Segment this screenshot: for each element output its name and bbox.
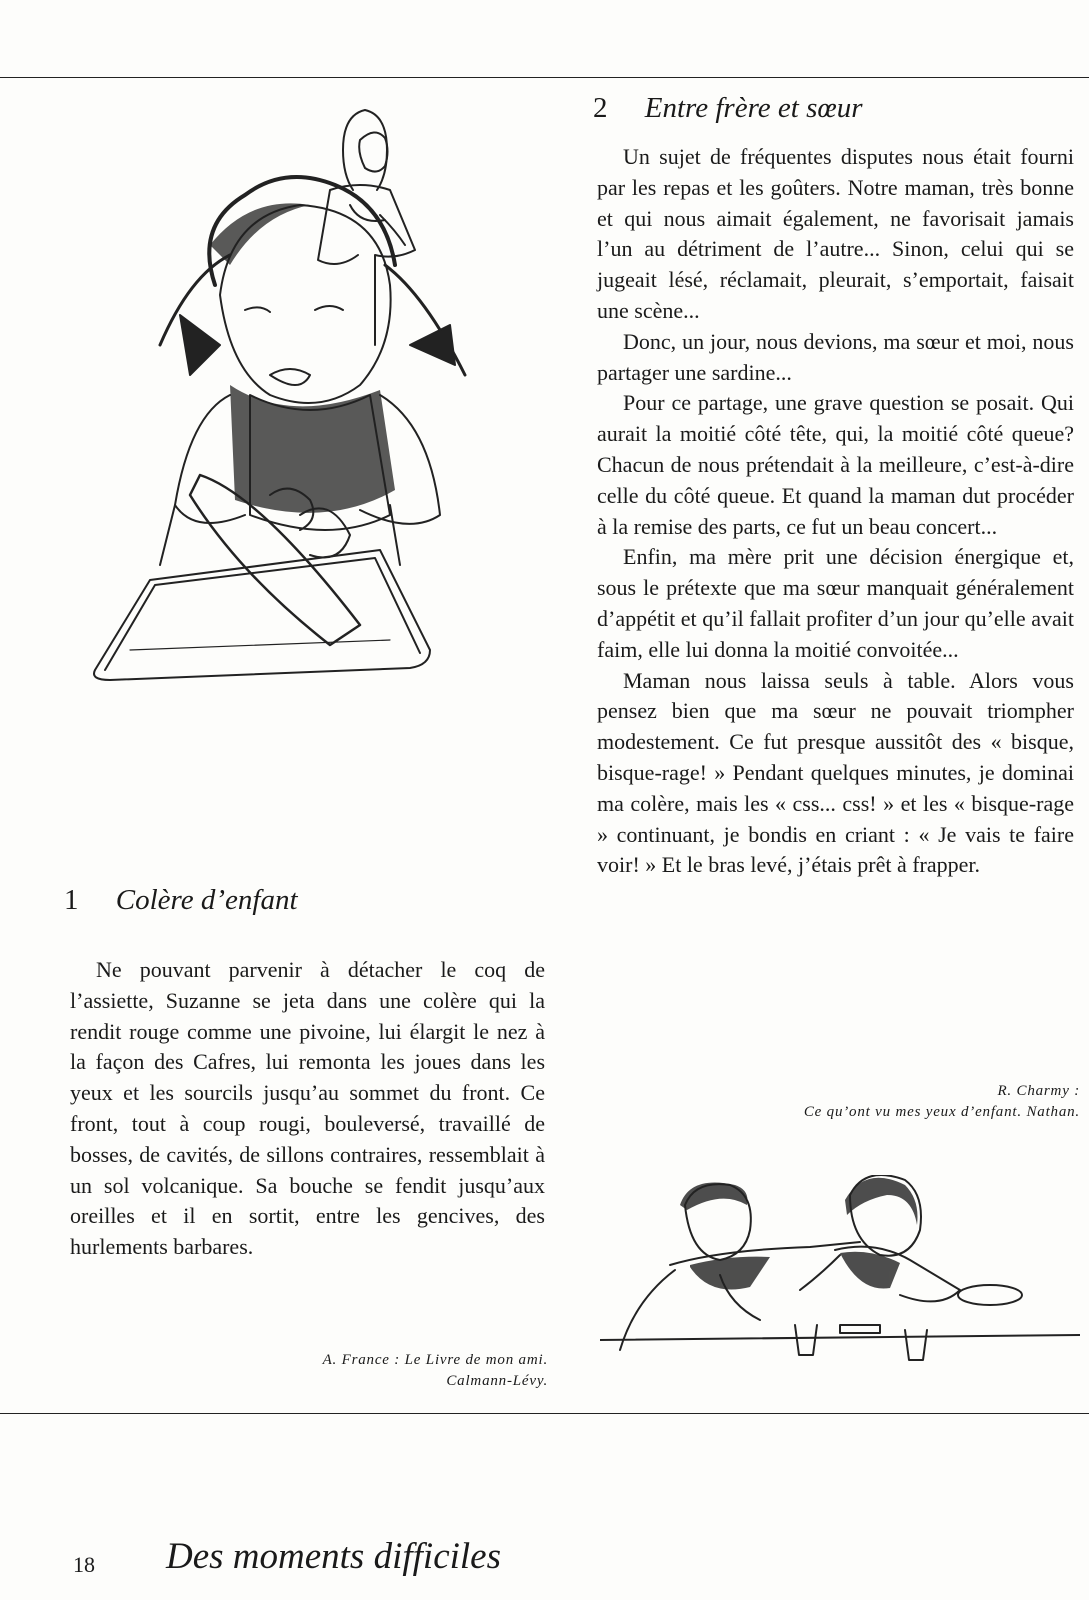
illustration-crying-girl — [80, 95, 520, 745]
page-number: 18 — [73, 1552, 95, 1577]
section1-source-line2: Calmann-Lévy. — [446, 1373, 548, 1389]
section2-source — [640, 1081, 1080, 1123]
section1-text — [70, 955, 545, 1263]
section2-paragraph: Maman nous laissa seuls à table. Alors vous pensez bien que ma sœur ne pouvait triompher modestement. Ce fut presque aussitôt des « bisque, bisque-rage! » Pendant quelques minutes, je dominai ma colère, mais les « css... css! » et les « bisque-rage » continuant, je bondis en criant : « Je vais te faire voir! » Et le bras levé, j’étais prêt à frapper. — [597, 667, 1074, 878]
section2-source-line1: R. Charmy : — [997, 1083, 1080, 1099]
section2-heading — [593, 92, 863, 125]
section2-paragraph: Un sujet de fréquentes disputes nous était fourni par les repas et les goûters. Notre maman, très bonne et qui nous aimait également, ne favorisait jamais l’un au détriment de l’autre... Sinon, celui qui se jugeait lésé, réclamait, pleurait, s’emportait, faisait une scène... — [597, 144, 1074, 323]
section2-title: Entre frère et sœur — [644, 92, 863, 124]
section2-source-line2: Ce qu’ont vu mes yeux d’enfant. Nathan. — [803, 1104, 1080, 1120]
illustration-siblings-at-table — [600, 1175, 1080, 1375]
chapter-title: Des moments difficiles — [166, 1536, 502, 1577]
section1-source — [180, 1350, 548, 1392]
section1-source-line1: A. France : Le Livre de mon ami. — [322, 1352, 548, 1368]
section1-paragraph: Ne pouvant parvenir à détacher le coq de l’assiette, Suzanne se jeta dans une colère qui la rendit rouge comme une pivoine, lui élargit le nez à la façon des Cafres, lui remonta les joues dans les yeux et les sourcils jusqu’au sommet du front. Ce front, tout à coup rougi, bouleversé, travaillé de bosses, de cavités, de sillons contraires, ressemblait à un sol volcanique. Sa bouche se fendit jusqu’aux oreilles et il en sortit, entre les gencives, des hurlements barbares. — [70, 957, 545, 1260]
section1-number: 1 — [64, 884, 79, 916]
section1-heading — [64, 884, 298, 917]
section2-text — [597, 142, 1074, 881]
section2-number: 2 — [593, 92, 608, 124]
section1-title: Colère d’enfant — [115, 884, 298, 916]
section2-paragraph: Enfin, ma mère prit une décision énergique et, sous le prétexte que ma sœur manquait généralement d’appétit et qu’il fallait profiter d’un jour qu’elle avait faim, elle lui donna la moitié convoitée... — [597, 544, 1074, 662]
section2-paragraph: Pour ce partage, une grave question se posait. Qui aurait la moitié côté tête, qui, la moitié côté queue? Chacun de nous prétendait à la meilleure, c’est-à-dire celle du côté queue. Et quand la maman dut procéder à la remise des parts, ce fut un beau concert... — [597, 390, 1074, 539]
bottom-rule — [0, 1413, 1089, 1414]
section2-paragraph: Donc, un jour, nous devions, ma sœur et moi, nous partager une sardine... — [597, 328, 1074, 385]
top-rule — [0, 77, 1089, 78]
